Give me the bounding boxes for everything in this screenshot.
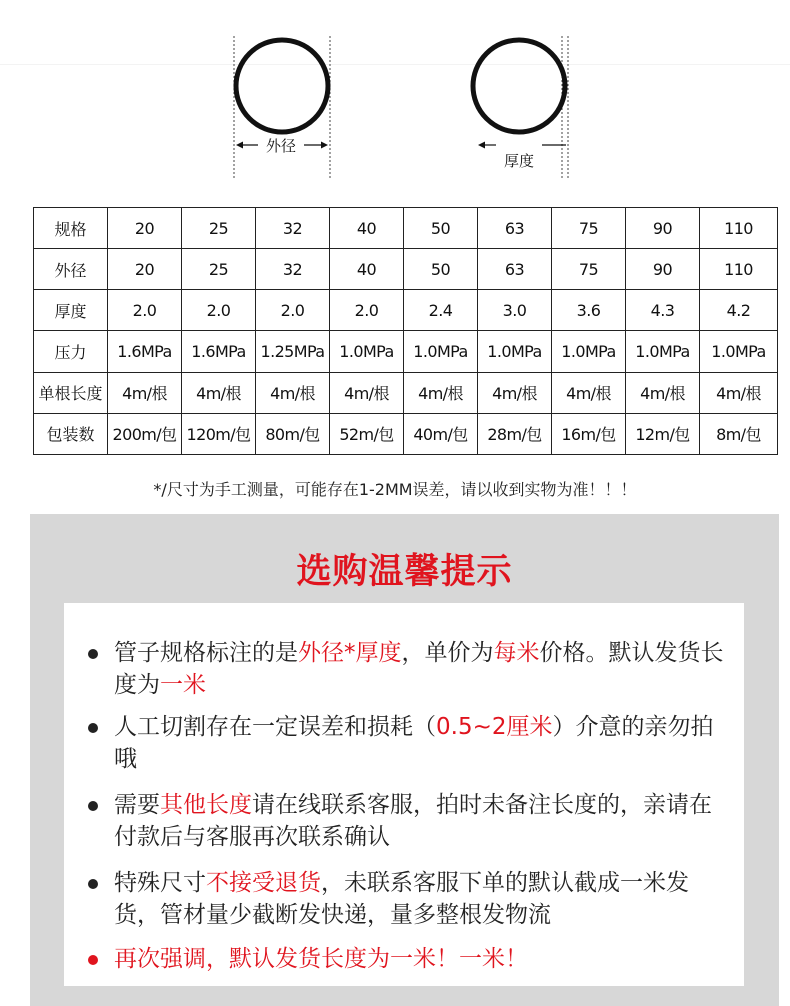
table-cell: 2.0 [108, 290, 182, 331]
row-header: 单根长度 [34, 372, 108, 413]
tip-item-emphasis: 再次强调，默认发货长度为一米！一米！ [114, 946, 528, 972]
tip-bullet-red [88, 955, 98, 965]
table-row [34, 372, 778, 413]
table-cell: 1.6MPa [108, 331, 182, 372]
tip-text: 需要 [114, 792, 160, 818]
table-cell: 1.0MPa [552, 331, 626, 372]
table-cell: 90 [626, 208, 700, 249]
row-header: 厚度 [34, 290, 108, 331]
tip-item-returns [114, 867, 724, 931]
tip-highlight: 0.5~2厘米 [436, 714, 553, 740]
pipe-diagram [0, 0, 790, 200]
table-cell: 25 [182, 208, 256, 249]
table-cell: 2.0 [182, 290, 256, 331]
pipe-circle-outer [236, 40, 328, 132]
table-cell: 3.0 [478, 290, 552, 331]
table-cell: 1.0MPa [478, 331, 552, 372]
table-cell: 2.0 [330, 290, 404, 331]
table-cell: 4m/根 [330, 372, 404, 413]
table-cell: 3.6 [552, 290, 626, 331]
tips-panel [30, 514, 779, 1006]
measurement-note: */尺寸为手工测量，可能存在1-2MM误差，请以收到实物为准！！！ [153, 480, 637, 499]
pipe-circle-thickness [473, 40, 565, 132]
tip-highlight: 其他长度 [160, 792, 252, 818]
table-cell: 28m/包 [478, 413, 552, 454]
table-cell: 32 [256, 249, 330, 290]
spec-table [33, 207, 778, 455]
table-cell: 4m/根 [108, 372, 182, 413]
table-cell: 52m/包 [330, 413, 404, 454]
tip-text: ，未联系客服下单的默认截成一米发货，管材量少截断发快递，量多整根发物流 [114, 870, 689, 928]
table-cell: 50 [404, 249, 478, 290]
table-cell: 20 [108, 208, 182, 249]
table-cell: 1.0MPa [700, 331, 778, 372]
table-cell: 4.3 [626, 290, 700, 331]
table-row [34, 331, 778, 372]
table-cell: 120m/包 [182, 413, 256, 454]
table-row [34, 413, 778, 454]
table-cell: 200m/包 [108, 413, 182, 454]
table-cell: 1.0MPa [626, 331, 700, 372]
tip-item-spec [114, 637, 724, 701]
tip-text: 特殊尺寸 [114, 870, 206, 896]
table-cell: 4m/根 [404, 372, 478, 413]
table-cell: 32 [256, 208, 330, 249]
table-cell: 8m/包 [700, 413, 778, 454]
tip-highlight: 外径*厚度 [298, 640, 402, 666]
table-cell: 12m/包 [626, 413, 700, 454]
table-cell: 4m/根 [626, 372, 700, 413]
tip-highlight: 每米 [493, 640, 540, 666]
table-cell: 4m/根 [700, 372, 778, 413]
table-cell: 40m/包 [404, 413, 478, 454]
tip-bullet [88, 649, 98, 659]
tip-item-cutting [114, 711, 724, 775]
tip-text: ）介意的亲勿拍哦 [114, 714, 714, 772]
table-cell: 4m/根 [478, 372, 552, 413]
tip-text: 请在线联系客服，拍时未备注长度的，亲请在付款后与客服再次联系确认 [114, 792, 712, 850]
table-cell: 20 [108, 249, 182, 290]
tip-text: 人工切割存在一定误差和损耗（ [114, 714, 436, 740]
outer-diameter-diagram [234, 36, 330, 178]
tip-text: ，单价为 [401, 640, 494, 666]
table-cell: 4m/根 [552, 372, 626, 413]
table-cell: 25 [182, 249, 256, 290]
table-cell: 2.0 [256, 290, 330, 331]
table-cell: 1.6MPa [182, 331, 256, 372]
tip-bullet [88, 801, 98, 811]
tip-text: 价格。默认发货长度为 [114, 640, 724, 698]
tip-item-length [114, 789, 724, 853]
table-cell: 40 [330, 208, 404, 249]
table-cell: 4m/根 [182, 372, 256, 413]
table-cell: 90 [626, 249, 700, 290]
table-cell: 1.25MPa [256, 331, 330, 372]
table-cell: 2.4 [404, 290, 478, 331]
table-cell: 63 [478, 249, 552, 290]
thickness-diagram [473, 36, 568, 178]
tip-highlight: 一米 [160, 672, 206, 698]
table-cell: 75 [552, 208, 626, 249]
table-cell: 110 [700, 208, 778, 249]
table-cell: 16m/包 [552, 413, 626, 454]
row-header: 外径 [34, 249, 108, 290]
table-cell: 80m/包 [256, 413, 330, 454]
table-cell: 50 [404, 208, 478, 249]
tips-title: 选购温馨提示 [296, 552, 513, 592]
tip-text: 管子规格标注的是 [114, 640, 298, 666]
table-cell: 110 [700, 249, 778, 290]
tip-bullet [88, 723, 98, 733]
tip-highlight: 不接受退货 [206, 870, 321, 896]
row-header: 规格 [34, 208, 108, 249]
row-header: 压力 [34, 331, 108, 372]
table-cell: 40 [330, 249, 404, 290]
table-cell: 4.2 [700, 290, 778, 331]
tip-bullet [88, 879, 98, 889]
table-cell: 75 [552, 249, 626, 290]
table-cell: 1.0MPa [404, 331, 478, 372]
table-cell: 4m/根 [256, 372, 330, 413]
table-row [34, 290, 778, 331]
table-row [34, 208, 778, 249]
table-cell: 63 [478, 208, 552, 249]
table-row [34, 249, 778, 290]
table-cell: 1.0MPa [330, 331, 404, 372]
outer-diameter-label: 外径 [265, 137, 297, 155]
row-header: 包装数 [34, 413, 108, 454]
thickness-label: 厚度 [503, 152, 535, 170]
tips-card [64, 603, 744, 986]
